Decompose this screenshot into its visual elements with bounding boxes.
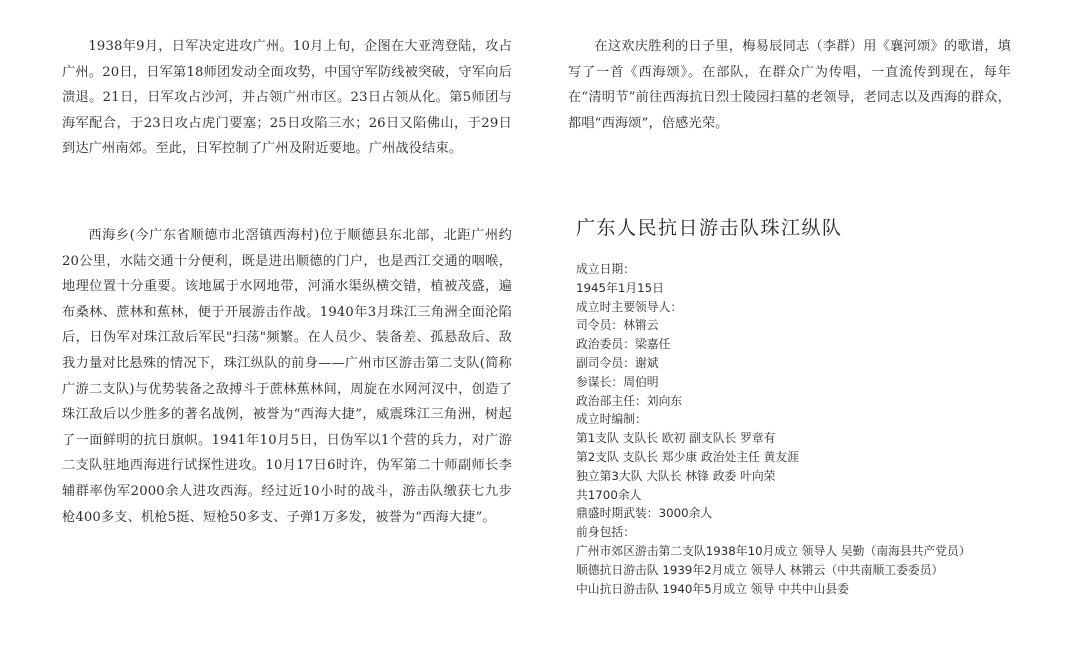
fact-line: 成立时主要领导人： — [576, 299, 683, 314]
fact-line: 1945年1月15日 — [576, 280, 664, 295]
facts-list — [576, 260, 1076, 598]
fact-line: 副司令员：谢斌 — [576, 355, 659, 370]
fact-line: 司令员：林锵云 — [576, 318, 659, 333]
fact-line: 顺德抗日游击队 1939年2月成立 领导人 林锵云（中共南顺工委委员） — [576, 562, 944, 577]
fact-line: 参谋长：周伯明 — [576, 374, 659, 389]
paragraph-xihai-victory: 西海乡(今广东省顺德市北滘镇西海村)位于顺德县东北部，北距广州约20公里，水陆交通十分便利，既是进出顺德的门户，也是西江交通的咽喉，地理位置十分重要。该地属于水网地带，河涌水渠纵横交错，植被茂盛，遍布桑林、蔗林和蕉林，便于开展游击作战。1940年3月珠江三角洲全面沦陷后，日伪军对珠江敌后军民"扫荡"频繁。在人员少、装备差、孤悬敌后、敌我力量对比悬殊的情况下，珠江纵队的前身——广州市区游击第二支队(简称广游二支队)与优势装备之敌搏斗于蔗林蕉林间，周旋在水网河汊中，创造了珠江敌后以少胜多的著名战例，被誉为“西海大捷”，威震珠江三角洲，树起了一面鲜明的抗日旗帜。1941年10月5日，日伪军以1个营的兵力，对广游二支队驻地西海进行试探性进攻。10月17日6时许，伪军第二十师副师长李辅群率伪军2000余人进攻西海。经过近10小时的战斗，游击队缴获七九步枪400多支、机枪5挺、短枪50多支、子弹1万多发，被誉为“西海大捷”。 — [62, 228, 512, 525]
fact-line: 成立日期： — [576, 262, 635, 276]
section-heading: 广东人民抗日游击队珠江纵队 — [576, 217, 843, 239]
fact-line: 鼎盛时期武装：3000余人 — [576, 506, 713, 521]
fact-line: 中山抗日游击队 1940年5月成立 领导 中共中山县委 — [576, 581, 849, 596]
paragraph-xihai-song: 在这欢庆胜利的日子里，梅易辰同志（李群）用《襄河颂》的歌谱，填写了一首《西海颂》。在部队，在群众广为传唱，一直流传到现在，每年在“清明节”前往西海抗日烈士陵园扫墓的老领导，老同志以及西海的群众，都唱“西海颂”，倍感光荣。 — [568, 39, 1011, 131]
fact-line: 前身包括： — [576, 525, 635, 540]
fact-line: 成立时编制： — [576, 412, 647, 427]
fact-line: 政治部主任：刘向东 — [576, 393, 683, 408]
fact-line: 共1700余人 — [576, 487, 642, 502]
fact-line: 第2支队 支队长 郑少康 政治处主任 黄友涯 — [576, 449, 800, 464]
paragraph-guangzhou-campaign: 1938年9月，日军决定进攻广州。10月上旬，企图在大亚湾登陆，攻占广州。20日，日军第18师团发动全面攻势，中国守军防线被突破，守军向后溃退。21日，日军攻占沙河，并占领广州市区。23日占领从化。第5师团与海军配合，于23日攻占虎门要塞；25日攻陷三水；26日又陷佛山，于29日到达广州南郊。至此，日军控制了广州及附近要地。广州战役结束。 — [62, 39, 512, 157]
fact-line: 广州市郊区游击第二支队1938年10月成立 领导人 吴勤（南海县共产党员） — [576, 543, 971, 558]
fact-line: 政治委员：梁嘉任 — [576, 337, 671, 352]
fact-line: 独立第3大队 大队长 林锋 政委 叶向荣 — [576, 468, 776, 483]
fact-line: 第1支队 支队长 欧初 副支队长 罗章有 — [576, 431, 776, 446]
